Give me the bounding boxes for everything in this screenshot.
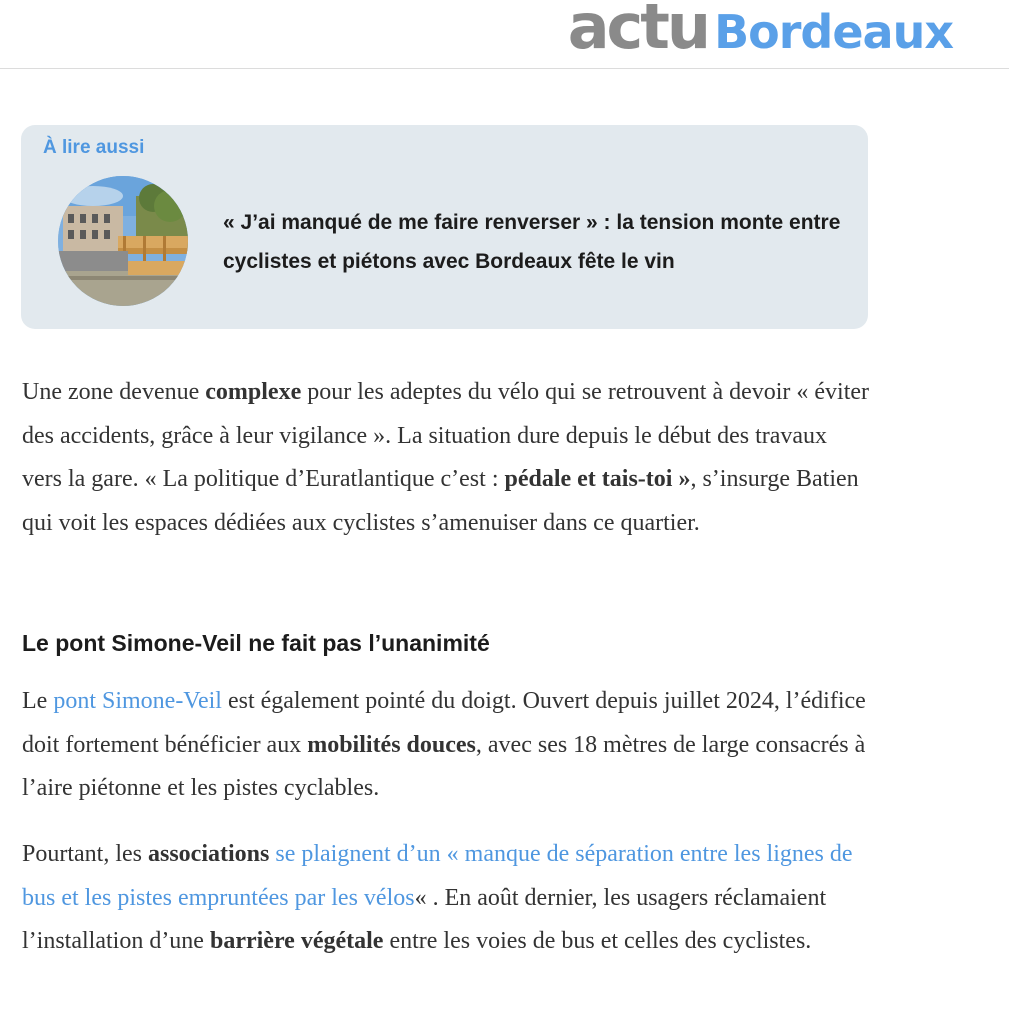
read-also-card[interactable]: [21, 125, 868, 329]
text-span: Pourtant, les: [22, 841, 148, 867]
read-also-thumbnail[interactable]: [58, 176, 188, 306]
logo-city-text: Bordeaux: [714, 5, 953, 59]
text-span: , avec ses 18 mètres de large consacrés à l’aire piétonne et les pistes cyclables.: [22, 731, 866, 802]
site-logo[interactable]: [567, 0, 953, 63]
bold-span: mobilités douces: [307, 731, 476, 758]
street-photo-image: [58, 176, 188, 306]
associations-complaint-link[interactable]: se plaignent d’un « manque de séparation entre les lignes de bus et les pistes empruntées par les vélos: [22, 841, 853, 911]
article-paragraph-1: [22, 371, 872, 545]
text-span: « . En août dernier, les usagers réclamaient l’installation d’une: [22, 884, 827, 955]
text-span: Une zone devenue: [22, 379, 206, 405]
bold-span: barrière végétale: [209, 928, 384, 955]
bold-span: complexe: [205, 379, 302, 405]
pont-simone-veil-link[interactable]: pont Simone-Veil: [53, 688, 222, 714]
text-span: entre les voies de bus et celles des cyclistes.: [383, 928, 812, 955]
article-paragraph-3: [22, 833, 872, 964]
read-also-label: À lire aussi: [43, 137, 145, 158]
site-header: [0, 0, 1009, 69]
section-subheading: Le pont Simone-Veil ne fait pas l’unanimité: [22, 630, 490, 656]
text-span: pour les adeptes du vélo qui se retrouvent à devoir « éviter des accidents, grâce à leur vigilance ». La situation dure depuis le début des travaux vers la gare. « La politique d’Euratlantique c’est :: [22, 379, 870, 493]
read-also-article-link[interactable]: « J’ai manqué de me faire renverser » : la tension monte entre cyclistes et piétons avec Bordeaux fête le vin: [223, 211, 841, 273]
bold-span: associations: [148, 841, 270, 867]
clipped-previous-text: [22, 56, 142, 68]
logo-actu-text: actu: [567, 0, 709, 63]
article-paragraph-2: [22, 680, 872, 811]
bold-span: pédale et tais-toi »: [504, 466, 691, 493]
text-span: , s’insurge Batien qui voit les espaces dédiées aux cyclistes s’amenuiser dans ce quartier.: [22, 466, 859, 536]
text-span: Le: [22, 688, 54, 714]
text-span: est également pointé du doigt. Ouvert depuis juillet 2024, l’édifice doit fortement bénéficier aux: [22, 688, 866, 758]
